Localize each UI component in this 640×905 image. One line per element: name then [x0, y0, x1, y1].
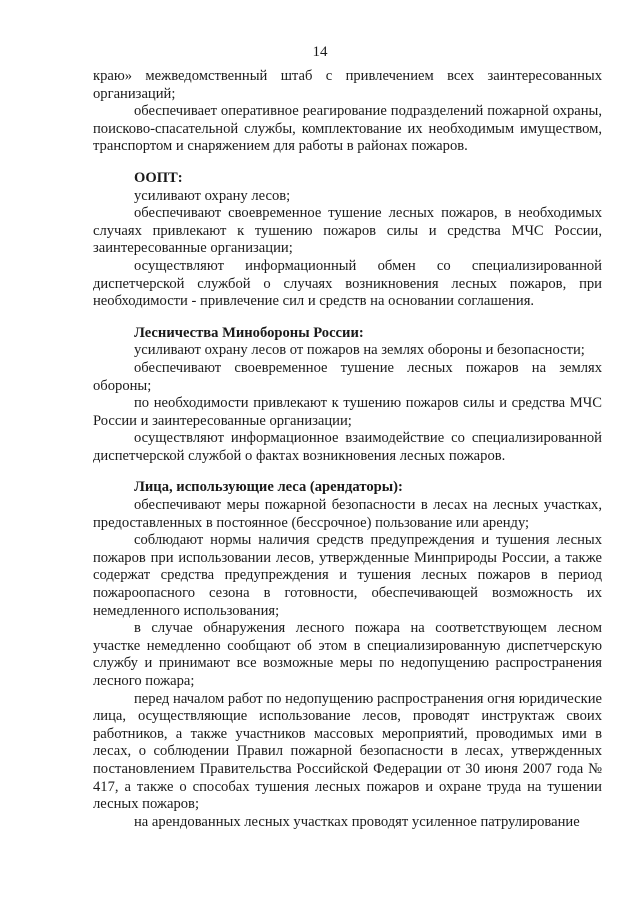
section-title-mod-forestry: Лесничества Минобороны России: [134, 324, 364, 341]
document-body [93, 68, 602, 831]
section-item: осуществляют информационное взаимодействие со специализированной диспетчерской службой о фактах возникновения лесных пожаров. [93, 430, 602, 464]
section-item: на арендованных лесных участках проводят усиленное патрулирование [134, 813, 580, 830]
section-item: обеспечивают меры пожарной безопасности в лесах на лесных участках, предоставленных в постоянное (бессрочное) пользование или аренду; [93, 497, 602, 531]
section-item: обеспечивают своевременное тушение лесных пожаров, в необходимых случаях привлекают к тушению пожаров силы и средства МЧС России, заинтересованные организации; [93, 205, 602, 257]
section-title-tenants: Лица, использующие леса (арендаторы): [134, 479, 403, 496]
section-item: в случае обнаружения лесного пожара на соответствующем лесном участке немедленно сообщают об этом в специализированную диспетчерскую службу и принимают все возможные меры по недопущению распространения лесного пожара; [93, 620, 602, 689]
section-item: усиливают охрану лесов; [134, 187, 291, 204]
section-item: по необходимости привлекают к тушению пожаров силы и средства МЧС России и заинтересованные организации; [93, 395, 602, 429]
intro-paragraph-1: краю» межведомственный штаб с привлечением всех заинтересованных организаций; [93, 68, 602, 102]
section-item: соблюдают нормы наличия средств предупреждения и тушения лесных пожаров при использовании лесов, утвержденные Минприроды России, а также содержат средства предупреждения и тушения лесных пожаров в период пожароопасного сезона в готовности, обеспечивающей возможность их немедленного использования; [93, 532, 602, 619]
section-item: усиливают охрану лесов от пожаров на землях обороны и безопасности; [134, 342, 585, 359]
section-item: обеспечивают своевременное тушение лесных пожаров на землях обороны; [93, 359, 602, 394]
section-item: осуществляют информационный обмен со специализированной диспетчерской службой о случаях возникновения лесных пожаров, при необходимости - привлечение сил и средств на основании соглашения. [93, 257, 602, 310]
intro-paragraph-2: обеспечивает оперативное реагирование подразделений пожарной охраны, поисково-спасательной службы, комплектование их необходимым имуществом, транспортом и снаряжением для работы в районах пожаров. [93, 103, 602, 155]
section-item: перед началом работ по недопущению распространения огня юридические лица, осуществляющие использование лесов, проводят инструктаж своих работников, а также участников массовых мероприятий, проводимых ими в лесах, о соблюдении Правил пожарной безопасности в лесах, утвержденных постановлением Правительства Российской Федерации от 30 июня 2007 года № 417, а также о способах тушения лесных пожаров и охране труда на тушении лесных пожаров; [93, 690, 602, 813]
section-title-oopt: ООПТ: [134, 169, 183, 186]
page-number: 14 [312, 44, 328, 60]
